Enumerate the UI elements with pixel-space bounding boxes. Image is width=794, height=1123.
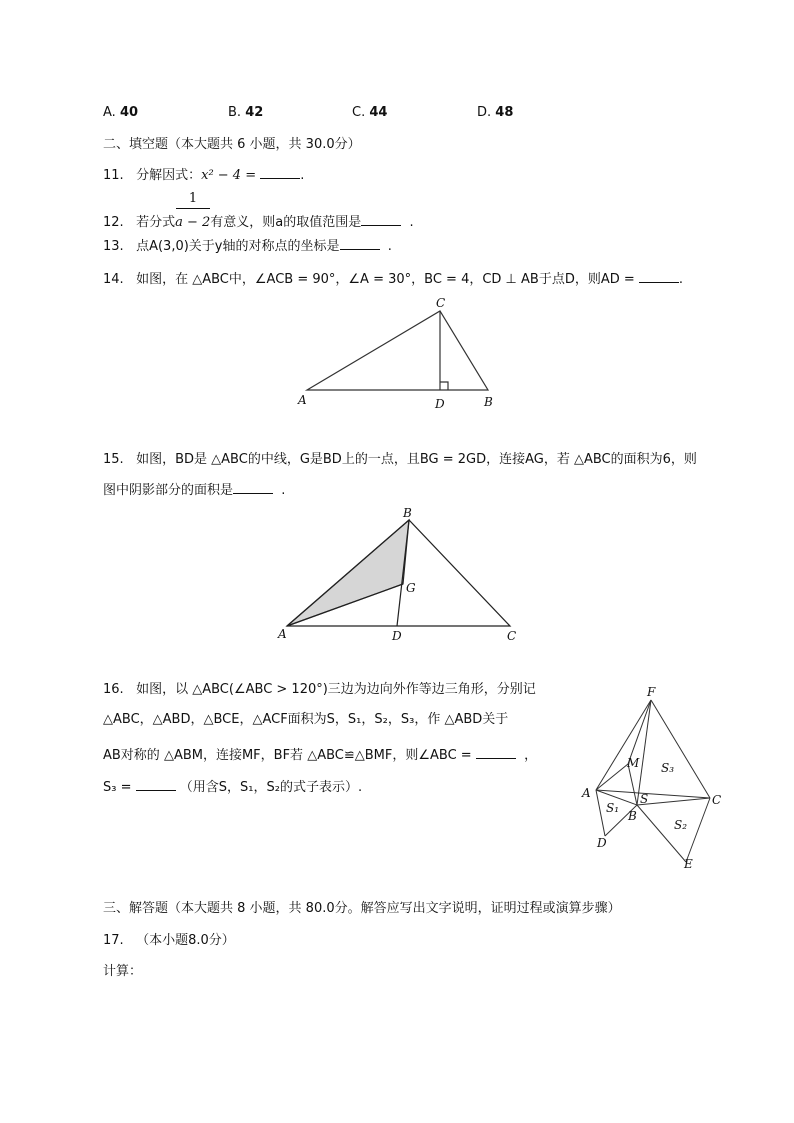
question-17 bbox=[103, 932, 235, 950]
punct: ， bbox=[524, 748, 538, 763]
question-number: 14. bbox=[103, 272, 124, 287]
question-text: 如图，在 △ABC中，∠ACB = 90°，∠A = 30°，BC = 4，CD ⊥ AB于点D，则AD = bbox=[136, 272, 635, 287]
question-17-sub: 计算： bbox=[103, 964, 143, 979]
section-3-heading: 三、解答题（本大题共 8 小题，共 80.0分。解答应写出文字说明，证明过程或演算步骤） bbox=[103, 901, 621, 916]
label-s2: S₂ bbox=[674, 818, 688, 832]
question-number: 11. bbox=[103, 168, 124, 183]
label-s1: S₁ bbox=[606, 801, 620, 815]
question-text: S₃ = bbox=[103, 780, 132, 795]
question-16-line3 bbox=[103, 746, 537, 765]
answer-blank[interactable] bbox=[136, 778, 176, 791]
label-d: D bbox=[392, 629, 402, 643]
question-text: 如图，BD是 △ABC的中线，G是BD上的一点，且BG = 2GD，连接AG，若 △ABC的面积为6，则 bbox=[136, 452, 697, 467]
triangle-abc bbox=[307, 311, 488, 390]
answer-blank[interactable] bbox=[233, 481, 273, 494]
label-c: C bbox=[712, 793, 722, 807]
question-16-line4 bbox=[103, 778, 362, 797]
label-f: F bbox=[647, 685, 656, 699]
fraction-numerator: 1 bbox=[176, 190, 210, 209]
math-expr: x² − 4 = bbox=[201, 168, 257, 183]
question-16 bbox=[103, 681, 536, 699]
question-text: （本小题8.0分） bbox=[136, 933, 235, 948]
question-text: 如图，以 △ABC(∠ABC > 120°)三边为边向外作等边三角形，分别记 bbox=[136, 682, 536, 697]
choice-label: A. bbox=[103, 105, 116, 120]
choice-value: 42 bbox=[245, 105, 264, 120]
question-text: 分解因式： bbox=[136, 168, 202, 183]
question-text: 有意义，则a的取值范围是 bbox=[210, 215, 362, 230]
punct: . bbox=[281, 483, 286, 498]
label-b: B bbox=[484, 395, 493, 409]
question-number: 13. bbox=[103, 239, 124, 254]
label-c: C bbox=[436, 296, 446, 310]
question-text: AB对称的 △ABM，连接MF，BF若 △ABC≌△BMF，则∠ABC = bbox=[103, 748, 472, 763]
figure-q16 bbox=[596, 700, 710, 862]
answer-blank[interactable] bbox=[476, 746, 516, 759]
section-2-heading: 二、填空题（本大题共 6 小题，共 30.0分） bbox=[103, 137, 361, 152]
question-number: 16. bbox=[103, 682, 124, 697]
label-a: A bbox=[278, 627, 287, 641]
label-e: E bbox=[684, 857, 693, 871]
question-15-line2 bbox=[103, 481, 285, 500]
choice-value: 40 bbox=[119, 105, 139, 120]
label-b: B bbox=[403, 506, 412, 520]
question-16-line2: △ABC，△ABD，△BCE，△ACF面积为S，S₁，S₂，S₃，作 △ABD关于 bbox=[103, 712, 509, 727]
punct: . bbox=[409, 215, 414, 230]
question-text: 点A(3,0)关于y轴的对称点的坐标是 bbox=[136, 239, 340, 254]
fraction-denominator: a − 2 bbox=[175, 215, 211, 230]
right-angle-mark bbox=[440, 382, 448, 390]
label-a: A bbox=[582, 786, 591, 800]
question-text: 若分式 bbox=[136, 215, 176, 230]
figure-q15 bbox=[287, 520, 510, 626]
label-s3: S₃ bbox=[661, 761, 675, 775]
question-text: 图中阴影部分的面积是 bbox=[103, 483, 234, 498]
punct: . bbox=[300, 168, 305, 183]
label-a: A bbox=[298, 393, 307, 407]
question-number: 15. bbox=[103, 452, 124, 467]
question-number: 17. bbox=[103, 933, 124, 948]
choice-label: B. bbox=[228, 105, 242, 120]
label-d: D bbox=[435, 397, 445, 411]
punct: . bbox=[387, 239, 392, 254]
choice-label: C. bbox=[352, 105, 366, 120]
question-text: （用含S，S₁，S₂的式子表示）. bbox=[179, 780, 363, 795]
question-15 bbox=[103, 451, 697, 469]
choice-value: 44 bbox=[369, 105, 388, 120]
label-d: D bbox=[597, 836, 607, 850]
choice-value: 48 bbox=[495, 105, 514, 120]
figure-q14 bbox=[307, 311, 488, 390]
label-g: G bbox=[406, 581, 416, 595]
label-s: S bbox=[640, 792, 649, 806]
question-number: 12. bbox=[103, 215, 124, 230]
choice-label: D. bbox=[477, 105, 492, 120]
label-b: B bbox=[628, 809, 637, 823]
label-m: M bbox=[627, 756, 640, 770]
punct: . bbox=[678, 272, 684, 287]
label-c: C bbox=[507, 629, 517, 643]
